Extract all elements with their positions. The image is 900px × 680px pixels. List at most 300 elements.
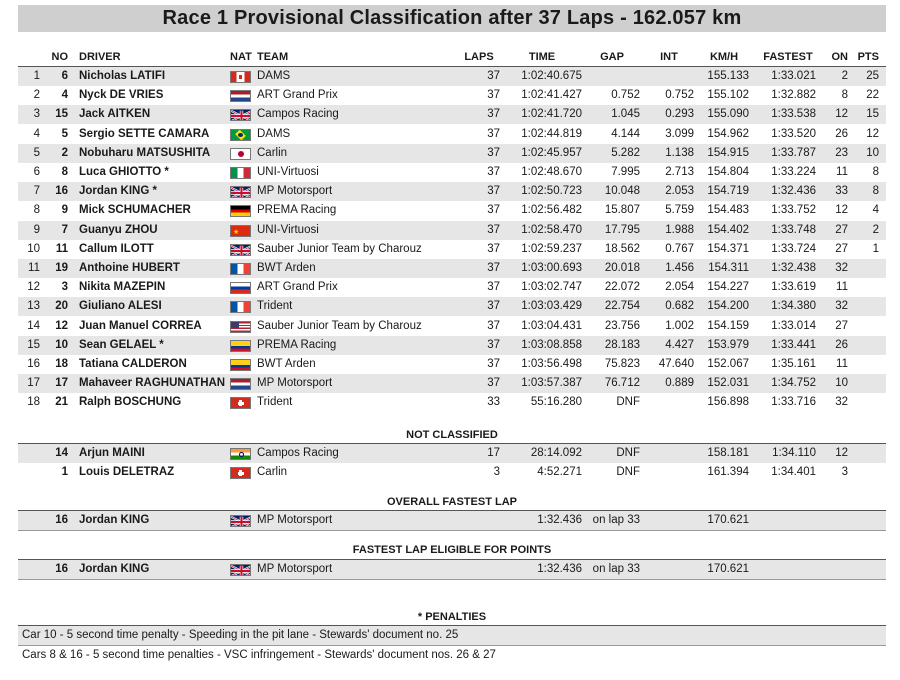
race-time: 1:02:48.670 [521,166,582,178]
team-name: UNI-Virtuosi [257,223,319,236]
table-row [18,336,886,355]
interval: 0.767 [665,242,694,255]
fastest-lap: 1:33.716 [771,396,816,409]
table-row [18,355,886,374]
driver-name: Jordan KING [79,563,150,575]
lap-note: on lap 33 [592,514,640,526]
overall-fastest-bottom [18,530,886,531]
race-time: 4:52.271 [537,466,582,478]
speed-kmh: 154.159 [707,319,749,332]
interval: 1.138 [665,146,694,159]
points: 25 [866,70,879,82]
car-number: 20 [55,300,68,313]
interval: 0.293 [665,108,694,121]
flag-br-icon [230,129,251,141]
penalty-line: Cars 8 & 16 - 5 second time penalties - VSC infringement - Stewards' document nos. 26 & 27 [22,649,496,661]
position: 12 [27,281,40,294]
speed-kmh: 158.181 [707,447,749,459]
table-row [18,393,886,412]
team-name: DAMS [257,70,291,82]
points: 10 [866,146,879,159]
fastest-on-lap: 32 [835,396,848,409]
race-time: 1:02:40.675 [521,70,582,82]
laps: 33 [487,396,500,409]
interval: 0.752 [665,89,694,102]
gap: 0.752 [611,89,640,102]
points: 2 [872,223,879,236]
fastest-lap: 1:34.752 [771,377,816,390]
team-name: PREMA Racing [257,204,337,217]
speed-kmh: 170.621 [707,514,749,526]
table-row [18,511,886,530]
gap: 75.823 [604,358,640,370]
laps: 37 [487,223,500,236]
eligible-fastest-title: FASTEST LAP ELIGIBLE FOR POINTS [352,544,552,556]
flag-co-icon [230,340,251,352]
interval: 0.682 [665,300,694,313]
car-number: 7 [61,223,68,236]
fastest-lap: 1:33.619 [771,281,816,294]
table-row [18,163,886,182]
car-number: 16 [55,563,68,575]
fastest-lap: 1:34.110 [772,447,816,459]
fastest-lap: 1:33.520 [771,127,816,140]
flag-co-icon [230,359,251,371]
gap: 7.995 [611,166,640,178]
speed-kmh: 154.371 [707,242,749,255]
car-number: 19 [55,262,68,274]
position: 11 [28,262,40,274]
flag-gb-icon [230,244,251,256]
fastest-on-lap: 32 [835,262,848,274]
flag-us-icon [230,321,251,333]
race-time: 1:03:04.431 [521,319,582,332]
race-time: 1:03:08.858 [521,338,582,351]
speed-kmh: 154.962 [707,127,749,140]
table-row [18,259,886,278]
header-pts: PTS [857,51,879,63]
race-time: 1:02:41.720 [521,108,582,121]
laps: 37 [487,300,500,313]
fastest-lap: 1:33.021 [771,70,816,82]
points: 12 [866,127,879,140]
team-name: MP Motorsport [257,377,333,390]
gap: 1.045 [611,108,640,121]
speed-kmh: 156.898 [707,396,749,409]
penalties-title: * PENALTIES [417,611,487,623]
laps: 37 [487,281,500,294]
race-time: 1:02:56.482 [521,204,582,217]
interval: 5.759 [665,204,694,217]
race-time: 1:02:45.957 [521,146,582,159]
points: 4 [872,204,879,217]
position: 13 [27,300,40,313]
fastest-on-lap: 12 [835,108,848,121]
flag-nl-icon [230,90,251,102]
interval [644,393,694,412]
table-row [18,105,886,124]
fastest-lap: 1:32.436 [771,185,816,198]
team-name: BWT Arden [257,358,316,370]
fastest-on-lap: 12 [835,204,848,217]
fastest-lap: 1:33.748 [771,223,816,236]
fastest-on-lap: 11 [836,166,848,178]
speed-kmh: 154.402 [707,223,749,236]
flag-gb-icon [230,515,251,527]
car-number: 1 [61,466,68,478]
car-number: 21 [55,396,68,409]
speed-kmh: 152.031 [707,377,749,390]
driver-name: Arjun MAINI [79,447,145,459]
fastest-on-lap: 3 [841,466,848,478]
table-row [18,240,886,259]
car-number: 14 [55,447,68,459]
gap: DNF [616,466,640,478]
team-name: UNI-Virtuosi [257,166,319,178]
laps: 37 [487,146,500,159]
gap: 17.795 [604,223,640,236]
laps: 37 [487,185,500,198]
race-time: 1:03:57.387 [521,377,582,390]
driver-name: Sean GELAEL * [79,338,164,351]
driver-name: Luca GHIOTTO * [79,166,169,178]
fastest-on-lap: 23 [835,146,848,159]
car-number: 17 [55,377,68,390]
header-no: NO [51,51,68,63]
speed-kmh: 170.621 [707,563,749,575]
position: 2 [33,89,40,102]
points [856,297,879,316]
team-name: MP Motorsport [257,514,333,526]
fastest-lap: 1:35.161 [771,358,816,370]
fastest-lap: 1:33.787 [771,146,816,159]
car-number: 6 [61,70,68,82]
driver-name: Mick SCHUMACHER [79,204,191,217]
interval [644,67,694,86]
table-row [18,182,886,201]
speed-kmh: 154.483 [707,204,749,217]
gap: 5.282 [611,146,640,159]
car-number: 3 [61,281,68,294]
race-time: 1:03:02.747 [521,281,582,294]
fastest-on-lap: 8 [841,89,848,102]
team-name: Carlin [257,466,288,478]
car-number: 18 [55,358,68,370]
points [856,336,879,355]
car-number: 4 [61,89,68,102]
table-row [18,86,886,105]
table-row [18,278,886,297]
position: 3 [33,108,40,121]
fastest-on-lap: 27 [835,242,848,255]
car-number: 2 [61,146,68,159]
table-row [18,374,886,393]
header-nat: NAT [230,51,252,63]
fastest-on-lap: 26 [835,127,848,140]
points [856,355,879,374]
speed-kmh: 152.067 [707,358,749,370]
interval: 47.640 [658,358,694,370]
race-time: 1:02:41.427 [521,89,582,102]
interval: 2.054 [665,281,694,294]
table-row [18,463,886,482]
car-number: 8 [61,166,68,178]
laps: 37 [487,242,500,255]
fastest-on-lap: 2 [841,70,848,82]
race-time: 55:16.280 [530,396,582,409]
fastest-lap: 1:33.441 [771,338,816,351]
points: 8 [872,185,879,198]
team-name: Carlin [257,146,288,159]
speed-kmh: 154.311 [708,262,749,274]
team-name: DAMS [257,127,291,140]
header-gap: GAP [600,51,624,63]
fastest-lap: 1:33.538 [771,108,816,121]
fastest-lap: 1:33.224 [771,166,816,178]
car-number: 15 [55,108,68,121]
fastest-on-lap: 11 [836,358,848,370]
header-kmh: KM/H [709,51,739,63]
gap [584,67,640,86]
driver-name: Jack AITKEN [79,108,151,121]
fastest-lap: 1:34.401 [771,466,816,478]
gap: 18.562 [604,242,640,255]
gap: 76.712 [604,377,640,390]
flag-gb-icon [230,109,251,121]
laps: 37 [487,166,500,178]
points [856,259,879,278]
points: 1 [872,242,879,255]
points: 22 [866,89,879,102]
interval: 2.053 [665,185,694,198]
fastest-on-lap: 11 [836,281,848,294]
position: 5 [33,146,40,159]
flag-ch-icon [230,467,251,479]
interval: 0.889 [665,377,694,390]
team-name: ART Grand Prix [257,281,338,294]
position: 7 [33,185,40,198]
laps: 37 [487,204,500,217]
points [856,393,879,412]
flag-in-icon [230,448,251,460]
driver-name: Juan Manuel CORREA [79,319,202,332]
race-time: 1:02:59.237 [521,242,582,255]
speed-kmh: 155.133 [707,70,749,82]
gap: DNF [616,396,640,409]
laps: 17 [487,447,500,459]
driver-name: Ralph BOSCHUNG [79,396,182,409]
speed-kmh: 154.719 [707,185,749,198]
car-number: 9 [61,204,68,217]
team-name: MP Motorsport [257,185,333,198]
car-number: 12 [55,319,68,332]
speed-kmh: 161.394 [707,466,749,478]
position: 10 [27,242,40,255]
position: 15 [27,338,40,351]
header-time: TIME [528,51,556,63]
eligible-fastest-bottom [18,579,886,580]
flag-nl-icon [230,378,251,390]
team-name: Sauber Junior Team by Charouz [257,242,422,255]
position: 4 [33,127,40,140]
flag-ca-icon [230,71,251,83]
table-header [18,48,886,66]
header-fastest: FASTEST [763,51,813,63]
laps: 37 [487,89,500,102]
interval: 3.099 [665,127,694,140]
interval: 1.456 [665,262,694,274]
fastest-on-lap: 32 [835,300,848,313]
gap: 22.754 [604,300,640,313]
interval: 1.988 [665,223,694,236]
driver-name: Callum ILOTT [79,242,154,255]
flag-ch-icon [230,397,251,409]
page-title: Race 1 Provisional Classification after 37 Laps - 162.057 km [18,5,886,32]
header-int: INT [660,51,678,63]
position: 6 [33,166,40,178]
table-row [18,67,886,86]
fastest-on-lap: 33 [835,185,848,198]
team-name: BWT Arden [257,262,316,274]
driver-name: Nikita MAZEPIN [79,281,166,294]
position: 1 [33,70,40,82]
position: 9 [33,223,40,236]
lap-note: on lap 33 [592,563,640,575]
driver-name: Anthoine HUBERT [79,262,180,274]
fastest-on-lap: 27 [835,223,848,236]
driver-name: Sergio SETTE CAMARA [79,127,210,140]
overall-fastest-title: OVERALL FASTEST LAP [387,496,517,508]
fastest-on-lap: 27 [835,319,848,332]
race-time: 28:14.092 [530,447,582,459]
points: 15 [866,108,879,121]
flag-ru-icon [230,282,251,294]
speed-kmh: 154.915 [707,146,749,159]
gap: 4.144 [611,127,640,140]
race-time: 1:03:00.693 [521,262,582,274]
table-row [18,125,886,144]
speed-kmh: 154.804 [707,166,749,178]
driver-name: Jordan KING [79,514,150,526]
team-name: Campos Racing [257,108,339,121]
position: 8 [33,204,40,217]
laps: 37 [487,319,500,332]
car-number: 10 [55,338,68,351]
team-name: Campos Racing [257,447,339,459]
driver-name: Mahaveer RAGHUNATHAN [79,377,226,390]
race-time: 1:02:58.470 [521,223,582,236]
header-team: TEAM [257,51,289,63]
flag-cn-icon [230,225,251,237]
laps: 37 [487,338,500,351]
speed-kmh: 154.200 [707,300,749,313]
table-row [18,144,886,163]
fastest-on-lap: 12 [835,447,848,459]
team-name: PREMA Racing [257,338,337,351]
gap: 10.048 [604,185,640,198]
gap: 22.072 [604,281,640,294]
speed-kmh: 155.102 [707,89,749,102]
points [856,278,879,297]
lap-time: 1:32.436 [537,563,582,575]
gap: 28.183 [604,338,640,351]
team-name: Trident [257,396,293,409]
table-row [18,317,886,336]
interval: 2.713 [665,166,694,178]
laps: 37 [487,262,500,274]
car-number: 16 [55,185,68,198]
driver-name: Nobuharu MATSUSHITA [79,146,211,159]
interval: 1.002 [665,319,694,332]
position: 18 [27,396,40,409]
driver-name: Tatiana CALDERON [79,358,187,370]
position: 16 [27,358,40,370]
points [856,374,879,393]
gap: DNF [616,447,640,459]
penalty-line: Car 10 - 5 second time penalty - Speeding in the pit lane - Stewards' document no. 25 [18,626,886,645]
fastest-on-lap: 26 [835,338,848,351]
driver-name: Guanyu ZHOU [79,223,158,236]
speed-kmh: 155.090 [707,108,749,121]
lap-time: 1:32.436 [537,514,582,526]
points [856,317,879,336]
position: 17 [27,377,40,390]
position: 14 [27,319,40,332]
laps: 37 [487,70,500,82]
fastest-lap: 1:32.438 [771,262,816,274]
fastest-lap: 1:34.380 [771,300,816,313]
laps: 37 [487,358,500,370]
header-laps: LAPS [464,51,494,63]
table-row [18,221,886,240]
car-number: 11 [55,242,68,255]
flag-fr-icon [230,263,251,275]
flag-de-icon [230,205,251,217]
speed-kmh: 153.979 [707,338,749,351]
driver-name: Nicholas LATIFI [79,70,166,82]
flag-jp-icon [230,148,251,160]
fastest-lap: 1:32.882 [771,89,816,102]
flag-it-icon [230,167,251,179]
table-row [18,560,886,579]
team-name: MP Motorsport [257,563,333,575]
fastest-on-lap: 10 [835,377,848,390]
flag-gb-icon [230,186,251,198]
team-name: Sauber Junior Team by Charouz [257,319,422,332]
laps: 37 [487,127,500,140]
gap: 23.756 [604,319,640,332]
fastest-lap: 1:33.724 [771,242,816,255]
table-row [18,297,886,316]
race-time: 1:02:44.819 [521,127,582,140]
interval: 4.427 [665,338,694,351]
driver-name: Jordan KING * [79,185,157,198]
fastest-lap: 1:33.014 [771,319,816,332]
table-row [18,201,886,220]
header-on: ON [831,51,848,63]
driver-name: Giuliano ALESI [79,300,162,313]
header-driver: DRIVER [79,51,121,63]
team-name: Trident [257,300,293,313]
laps: 37 [487,377,500,390]
laps: 37 [487,108,500,121]
points: 8 [872,166,879,178]
flag-fr-icon [230,301,251,313]
gap: 20.018 [604,262,640,274]
laps: 3 [493,466,500,478]
driver-name: Louis DELETRAZ [79,466,175,478]
not-classified-title: NOT CLASSIFIED [406,429,498,441]
